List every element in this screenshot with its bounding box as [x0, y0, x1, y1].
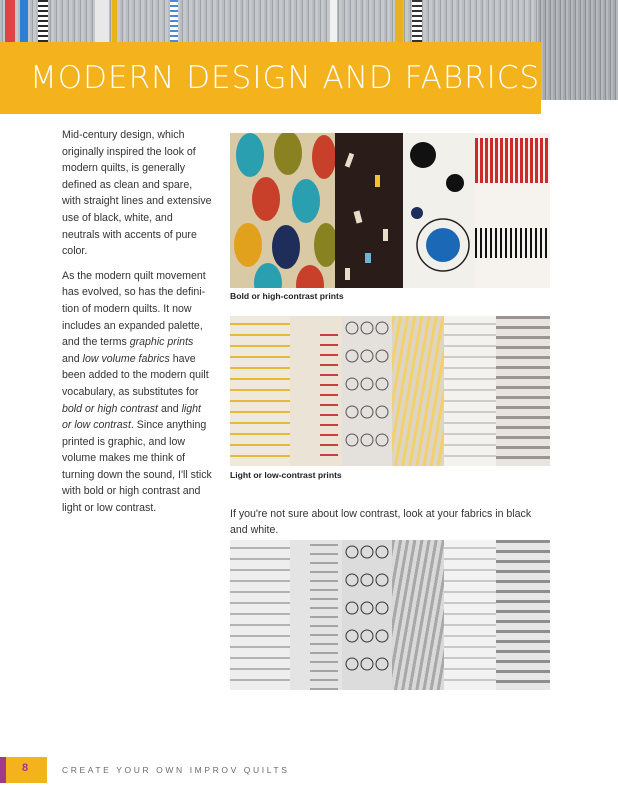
light-prints-photo: [230, 316, 550, 466]
text-run: and: [158, 402, 182, 415]
running-head: CREATE YOUR OWN IMPROV QUILTS: [62, 765, 290, 775]
bw-stripe-fabric: [392, 540, 444, 690]
bw-wave-fabric: [230, 540, 290, 690]
text-run: have been added to the modern quilt vocabulary, as substitutes for: [62, 352, 209, 398]
yellow-stripe-fabric: [392, 316, 444, 466]
emphasis: low volume fabrics: [82, 352, 170, 365]
grey-zigzag-fabric: [496, 316, 550, 466]
caption-light-prints: Light or low-contrast prints: [230, 470, 342, 480]
red-stitch-marks: [320, 326, 338, 456]
circles-pattern: [403, 133, 475, 288]
circle-grid-pattern: [342, 316, 392, 466]
emphasis: light or low contrast: [62, 402, 201, 432]
yellow-wave-fabric: [230, 316, 290, 466]
bw-stitch-marks: [310, 540, 338, 690]
bw-circle-fabric: [342, 540, 392, 690]
contrast-tip: If you're not sure about low contrast, look at your fabrics in black and white.: [230, 507, 532, 537]
bw-circle-pattern: [342, 540, 392, 690]
grey-wave-fabric: [444, 316, 496, 466]
folio-tab: [0, 757, 6, 783]
confetti-print-fabric: [335, 133, 403, 288]
body-text: [62, 127, 212, 525]
bw-stitch-fabric: [290, 540, 342, 690]
red-stripe-band: [475, 138, 550, 183]
title-band: [0, 42, 541, 114]
text-run: . Since anything printed is graphic, and low volume makes me think of turning down the sound, I'll stick with bold or high contrast and light or low contrast.: [62, 419, 212, 515]
circles-print-fabric: [403, 133, 475, 288]
leaf-print-fabric: [230, 133, 335, 288]
quilt-texture: [538, 0, 618, 100]
bw-zigzag-fabric: [496, 540, 550, 690]
paragraph-intro: Mid-century design, which originally inspired the look of modern quilts, is generally defined as clean and spare, with straight lines and extensive use of black, white, and neutrals with accents of pure color.: [62, 129, 212, 258]
emphasis: graphic prints: [129, 336, 194, 349]
caption-bold-prints: Bold or high-contrast prints: [230, 291, 344, 301]
page-number: 8: [22, 762, 29, 774]
emphasis: bold or high contrast: [62, 402, 158, 415]
confetti-pattern: [335, 133, 403, 288]
zigzag-print-fabric: [475, 133, 550, 288]
black-stripe-band: [475, 228, 550, 258]
red-stitch-fabric: [290, 316, 342, 466]
circle-print-fabric: [342, 316, 392, 466]
text-run: and: [62, 352, 83, 365]
paragraph-evolution: [62, 268, 212, 517]
text-run: As the modern quilt movement has evolved, so has the defini-tion of modern quilts. It now includes an expanded palette, and the terms: [62, 269, 206, 349]
leaf-print-pattern: [230, 133, 335, 288]
black-and-white-photo: [230, 540, 550, 690]
bold-prints-photo: [230, 133, 550, 288]
page-title: MODERN DESIGN AND FABRICS: [30, 60, 541, 96]
bw-grey-wave-fabric: [444, 540, 496, 690]
